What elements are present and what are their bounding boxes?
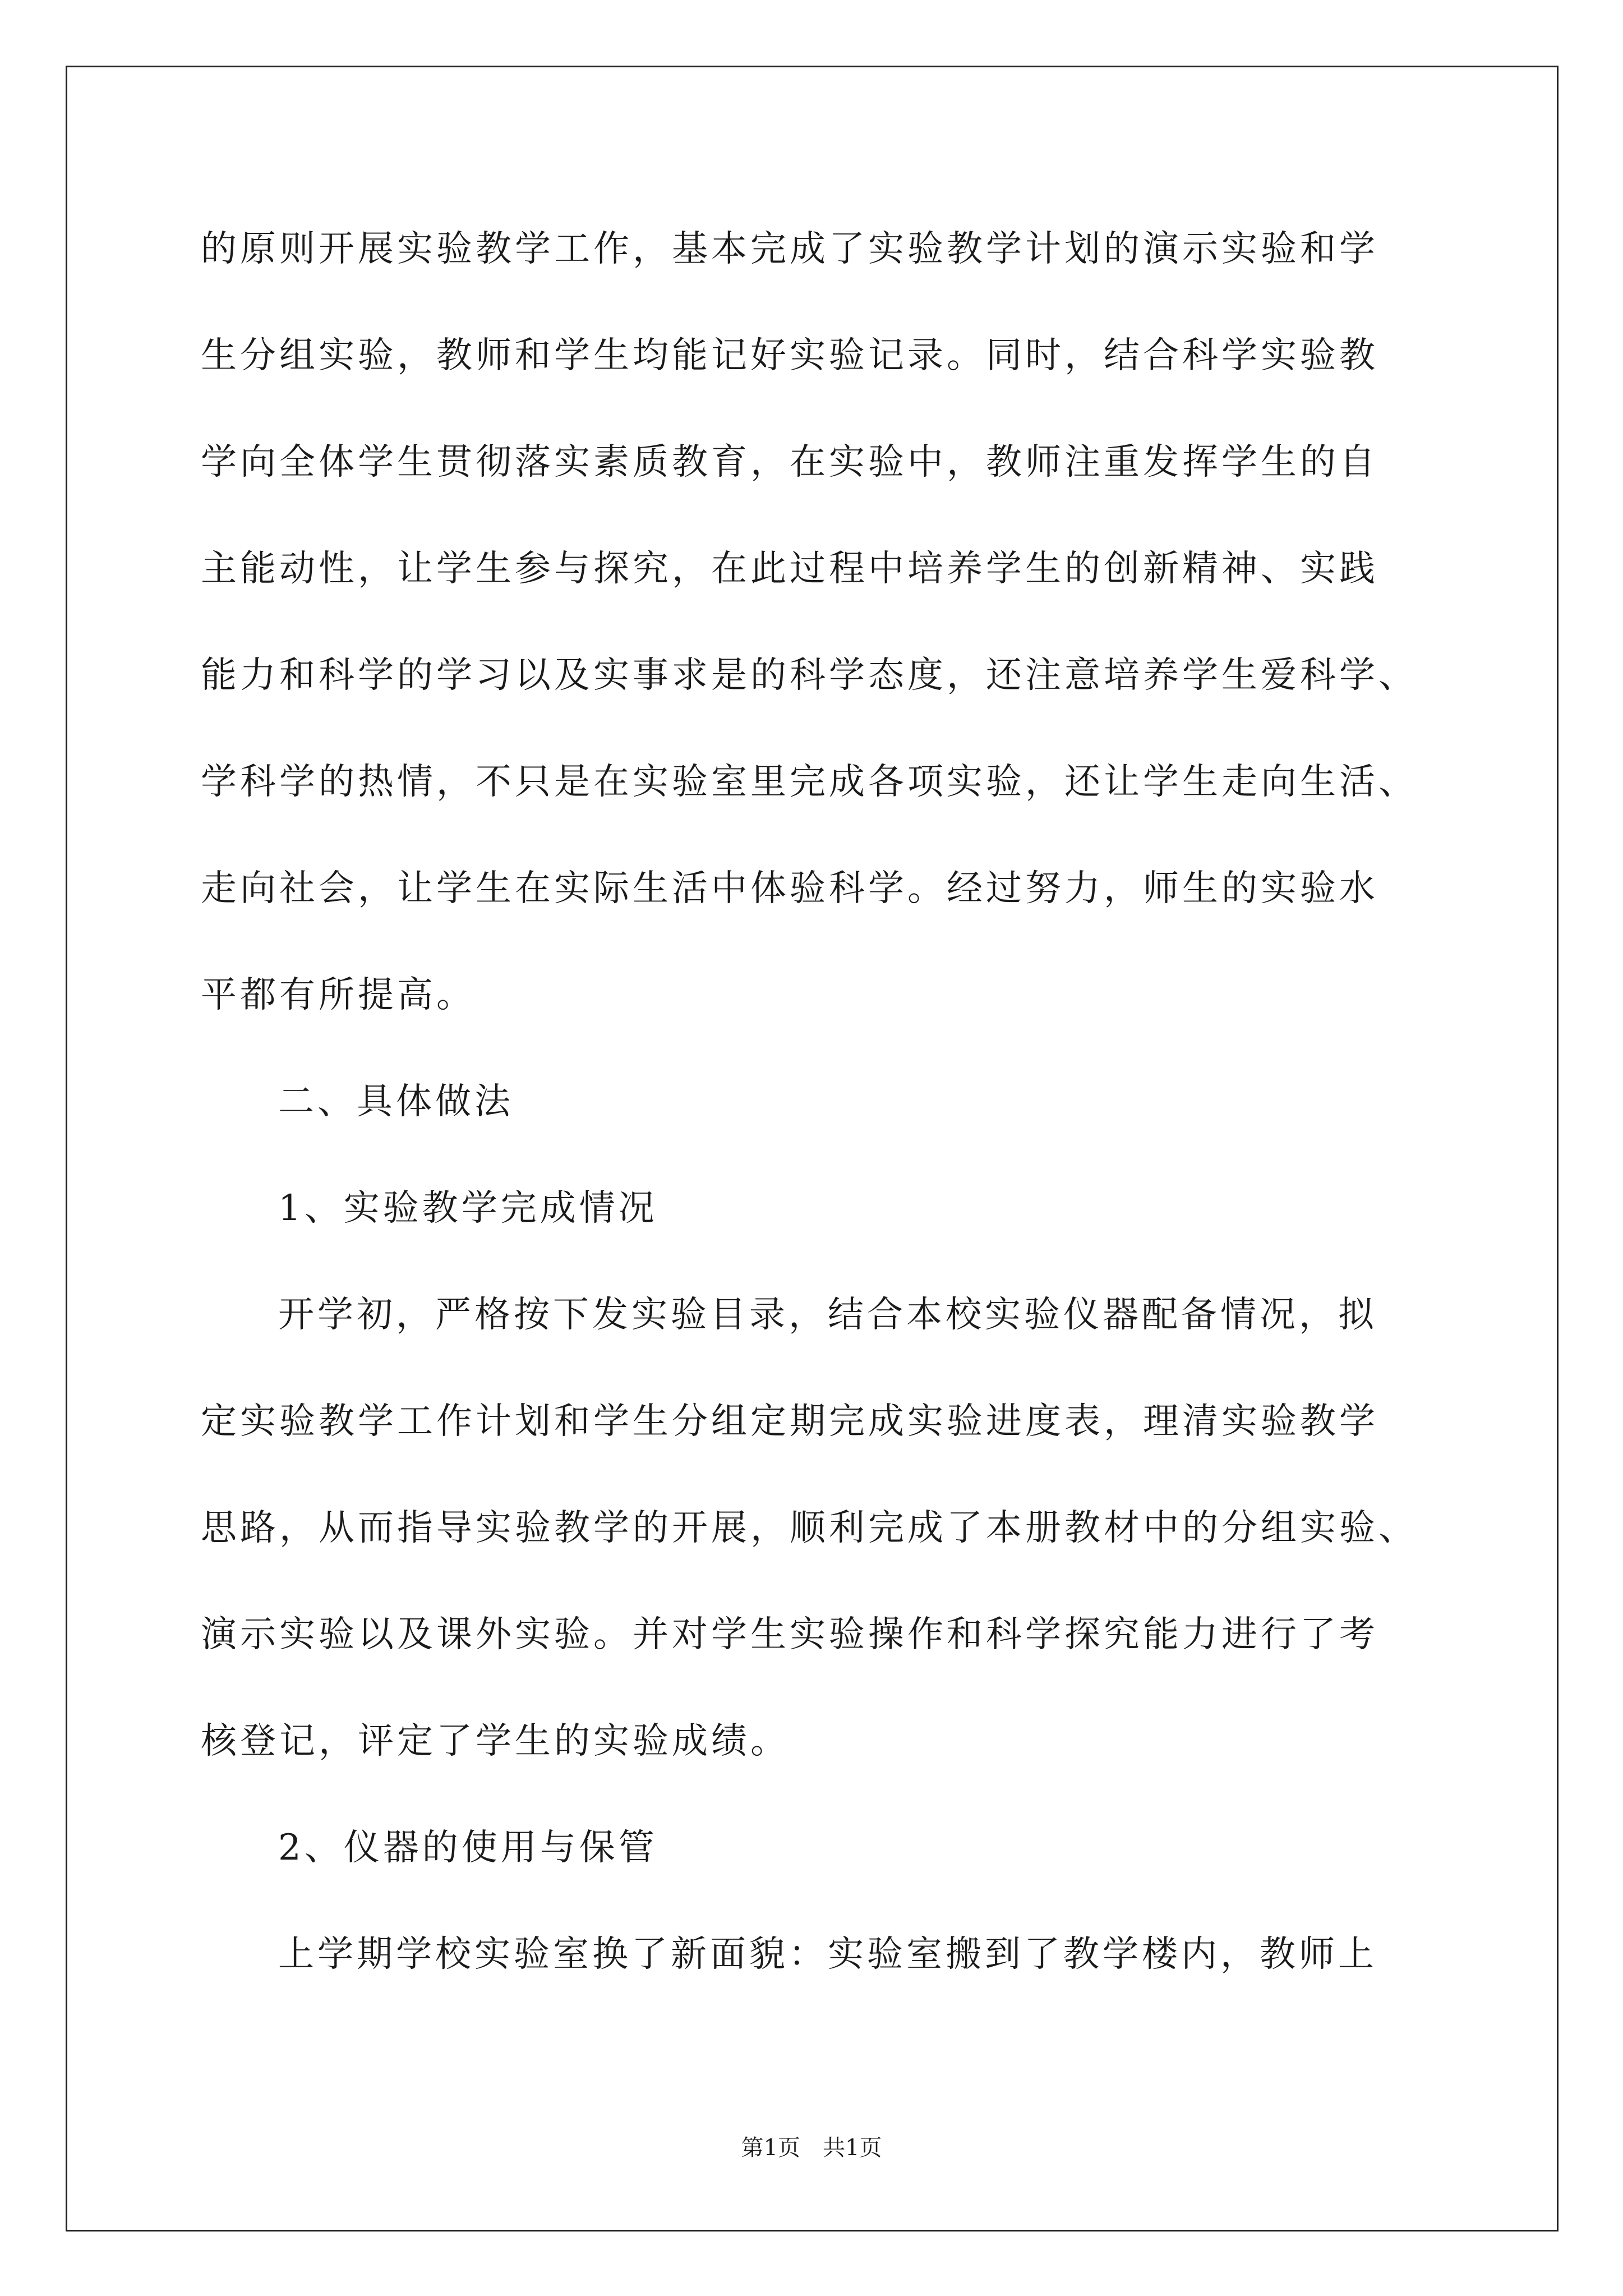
text-line: 的原则开展实验教学工作，基本完成了实验教学计划的演示实验和学 xyxy=(201,228,1378,270)
section-heading: 二、具体做法 xyxy=(278,1081,514,1122)
text-line: 核登记，评定了学生的实验成绩。 xyxy=(201,1720,790,1762)
text-line: 能力和科学的学习以及实事求是的科学态度，还注意培养学生爱科学、 xyxy=(201,655,1418,696)
text-line: 学向全体学生贯彻落实素质教育，在实验中，教师注重发挥学生的自 xyxy=(201,441,1378,483)
text-line: 学科学的热情，不只是在实验室里完成各项实验，还让学生走向生活、 xyxy=(201,761,1418,803)
text-line: 主能动性，让学生参与探究，在此过程中培养学生的创新精神、实践 xyxy=(201,548,1378,590)
text-line: 生分组实验，教师和学生均能记好实验记录。同时，结合科学实验教 xyxy=(201,335,1378,376)
text-line: 上学期学校实验室换了新面貌：实验室搬到了教学楼内，教师上 xyxy=(278,1934,1377,1975)
text-line: 开学初，严格按下发实验目录，结合本校实验仪器配备情况，拟 xyxy=(278,1294,1377,1336)
page-border xyxy=(66,66,1559,2231)
text-line: 走向社会，让学生在实际生活中体验科学。经过努力，师生的实验水 xyxy=(201,868,1378,909)
text-line: 定实验教学工作计划和学生分组定期完成实验进度表，理清实验教学 xyxy=(201,1401,1378,1442)
subsection-heading: 1、实验教学完成情况 xyxy=(278,1188,658,1229)
page-number-footer: 第1页 共1页 xyxy=(741,2135,882,2161)
text-line: 演示实验以及课外实验。并对学生实验操作和科学探究能力进行了考 xyxy=(201,1614,1378,1655)
text-line: 思路，从而指导实验教学的开展，顺利完成了本册教材中的分组实验、 xyxy=(201,1507,1418,1549)
text-line: 平都有所提高。 xyxy=(201,974,476,1016)
subsection-heading: 2、仪器的使用与保管 xyxy=(278,1827,658,1869)
